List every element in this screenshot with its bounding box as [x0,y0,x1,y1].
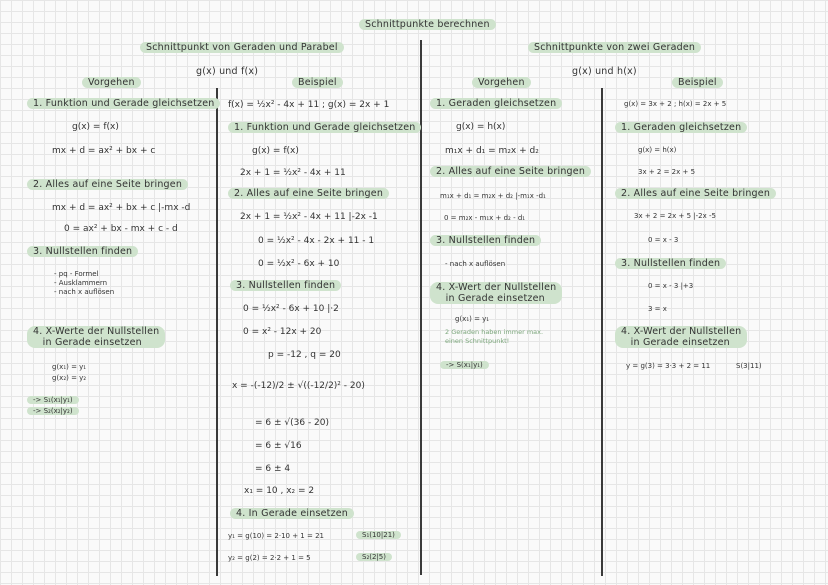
left-b-eq2a: 2x + 1 = ½x² - 4x + 11 |-2x -1 [240,212,378,222]
right-b-eq2b: 0 = x - 3 [648,236,679,244]
right-column-divider [601,88,603,576]
right-b-step4: 4. X-Wert der Nullstellen in Gerade einsetzen [615,326,747,348]
center-divider [420,40,422,575]
right-v-eq1a: g(x) = h(x) [456,122,506,132]
right-b-eq3a: 0 = x - 3 |+3 [648,282,694,290]
right-v-eq2b: 0 = m₂x - m₁x + d₂ - d₁ [444,214,526,222]
right-v-step1: 1. Geraden gleichsetzen [430,98,562,109]
left-v-eq2b: 0 = ax² + bx - mx + c - d [64,224,178,234]
left-b-eq4b-result: S₂(2|5) [356,553,392,561]
left-v-step4: 4. X-Werte der Nullstellen in Gerade einsetzen [27,326,165,348]
left-b-step3: 3. Nullstellen finden [230,280,341,291]
right-col-vorgehen: Vorgehen [472,77,531,88]
left-v-step1: 1. Funktion und Gerade gleichsetzen [27,98,220,109]
left-b-eq4a: y₁ = g(10) = 2·10 + 1 = 21 [228,532,324,540]
left-b-eq1b: 2x + 1 = ½x² - 4x + 11 [240,168,346,178]
right-col-beispiel: Beispiel [672,77,723,88]
left-b-eq3a: 0 = ½x² - 6x + 10 |·2 [243,304,339,314]
right-v-eq2a: m₁x + d₁ = m₂x + d₂ |-m₁x -d₁ [440,192,546,200]
left-v-step3: 3. Nullstellen finden [27,246,138,257]
left-v-eq1b: mx + d = ax² + bx + c [52,146,156,156]
left-v-eq1a: g(x) = f(x) [72,122,119,132]
right-b-step1: 1. Geraden gleichsetzen [615,122,747,133]
right-heading: Schnittpunkte von zwei Geraden [528,42,701,53]
left-v-eq2a: mx + d = ax² + bx + c |-mx -d [52,203,191,213]
left-v-res1: -> S₁(x₁|y₁) [27,396,79,404]
left-b-step2: 2. Alles auf eine Seite bringen [228,188,389,199]
left-v-step2: 2. Alles auf eine Seite bringen [27,179,188,190]
left-b-step1: 1. Funktion und Gerade gleichsetzen [228,122,421,133]
right-b-step2: 2. Alles auf eine Seite bringen [615,188,776,199]
left-heading: Schnittpunkt von Geraden und Parabel [140,42,344,53]
right-b-eq4a-result: S(3|11) [736,362,762,370]
right-b-step3: 3. Nullstellen finden [615,258,726,269]
page-title: Schnittpunkte berechnen [359,19,496,30]
left-b-eq4a-result: S₁(10|21) [356,531,401,539]
right-v-eq1b: m₁x + d₁ = m₂x + d₂ [445,146,539,156]
left-b-eq3e: = 6 ± √(36 - 20) [255,418,330,428]
left-b-step4: 4. In Gerade einsetzen [230,508,354,519]
left-v-eq4b: g(x₂) = y₂ [52,374,87,382]
left-b-eq1a: g(x) = f(x) [252,146,299,156]
right-v-note: 2 Geraden haben immer max. einen Schnittpunkt! [445,328,544,345]
left-b-eq3h: x₁ = 10 , x₂ = 2 [244,486,315,496]
left-b-given: f(x) = ½x² - 4x + 11 ; g(x) = 2x + 1 [228,100,390,110]
left-b-eq3f: = 6 ± √16 [255,441,302,451]
right-subheading: g(x) und h(x) [572,66,637,77]
right-v-result: -> S(x₁|y₁) [440,361,489,369]
right-b-eq1a: g(x) = h(x) [638,146,677,154]
left-b-eq3d: x = -(-12)/2 ± √((-12/2)² - 20) [232,381,365,391]
right-v-step3: 3. Nullstellen finden [430,235,541,246]
left-col-vorgehen: Vorgehen [82,77,141,88]
left-b-eq2c: 0 = ½x² - 6x + 10 [258,259,340,269]
left-v-eq4a: g(x₁) = y₁ [52,363,87,371]
right-v-step2: 2. Alles auf eine Seite bringen [430,166,591,177]
left-b-eq3g: = 6 ± 4 [255,464,291,474]
right-b-eq1b: 3x + 2 = 2x + 5 [638,168,696,176]
left-v-list3: - pq - Formel - Ausklammern - nach x auflösen [54,270,115,296]
right-v-eq3a: - nach x auflösen [445,260,506,268]
left-col-beispiel: Beispiel [292,77,343,88]
right-b-given: g(x) = 3x + 2 ; h(x) = 2x + 5 [624,100,727,108]
right-v-step4: 4. X-Wert der Nullstellen in Gerade einsetzen [430,282,562,304]
right-b-eq4a: y = g(3) = 3·3 + 2 = 11 [626,362,711,370]
right-b-eq3b: 3 = x [648,305,667,313]
left-b-eq4b: y₂ = g(2) = 2·2 + 1 = 5 [228,554,311,562]
left-b-eq2b: 0 = ½x² - 4x - 2x + 11 - 1 [258,236,375,246]
left-column-divider [216,88,218,576]
right-b-eq2a: 3x + 2 = 2x + 5 |-2x -5 [634,212,716,220]
right-v-eq4a: g(x₁) = y₁ [455,315,490,323]
left-b-eq3c: p = -12 , q = 20 [268,350,341,360]
left-v-res2: -> S₂(x₂|y₂) [27,407,79,415]
left-b-eq3b: 0 = x² - 12x + 20 [243,327,322,337]
left-subheading: g(x) und f(x) [196,66,259,77]
